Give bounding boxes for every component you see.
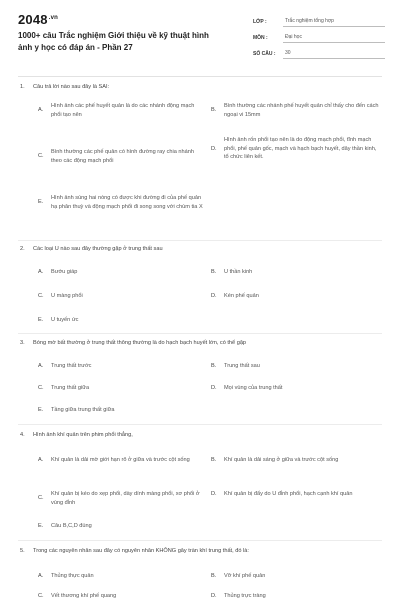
answer-option[interactable] [211,456,382,465]
answer-option[interactable] [38,102,206,119]
question-separator [18,540,382,541]
header-divider [18,76,382,77]
question-separator [18,240,382,241]
answer-option[interactable] [211,268,382,277]
logo-tld: .vn [48,14,59,21]
answer-option[interactable] [211,384,382,393]
answer-option[interactable] [38,384,206,393]
meta-row-class [253,14,385,27]
question-stem [20,432,133,438]
meta-value: 30 [283,50,385,59]
meta-value: Trắc nghiệm tổng hợp [283,18,385,27]
option-text: Khí quản bị đẩy do U đỉnh phổi, hạch cạnh khí quản [224,491,353,497]
answer-option[interactable] [211,102,382,119]
meta-value: Đại học [283,34,385,43]
answer-option[interactable] [211,572,382,581]
option-text: Trung thất giữa [51,385,90,391]
option-letter: D. [211,293,217,299]
answer-option[interactable] [38,292,206,301]
option-text: Trung thất sau [224,363,260,369]
question-separator [18,333,382,334]
option-text: Bướu giáp [51,269,78,275]
option-letter: B. [211,457,217,463]
option-text: Hình ảnh súng hai nòng có được khi đường đi của phế quản hạ phân thuỳ và động mạch phổi đi song song với chùm tia X [51,195,203,210]
answer-option[interactable] [38,406,206,415]
answer-option[interactable] [38,456,206,465]
question-number: 3. [20,340,25,346]
option-text: Trung thất trước [51,363,92,369]
option-text: Hình ảnh rốn phổi tạo nên là do động mạch phổi, tĩnh mạch phổi, phế quản gốc, mạch và hạch bạch huyết, dây thần kinh, tổ chức liên kết. [224,137,377,160]
option-letter: E. [38,317,44,323]
option-letter: C. [38,495,44,502]
site-logo[interactable] [18,12,58,27]
header [0,0,400,72]
option-text: Bình thường các phế quản có hình đường ray chia nhánh theo các động mạch phổi [51,149,194,164]
option-text: Thủng thực quản [51,573,94,579]
option-text: U tuyến ức [51,317,79,323]
option-letter: C. [38,593,44,599]
answer-option[interactable] [211,136,382,162]
question-stem [20,84,109,90]
meta-row-count [253,46,385,59]
option-text: Khí quản bị kéo do xẹp phổi, dày dính màng phổi, xơ phổi ở vùng đỉnh [51,491,200,506]
option-letter: A. [38,269,44,275]
answer-option[interactable] [38,148,206,165]
option-letter: C. [38,293,44,299]
question-number: 2. [20,246,25,252]
answer-option[interactable] [38,592,206,600]
option-letter: C. [38,153,44,160]
document-title: 1000+ câu Trắc nghiệm Giới thiệu về kỹ thuật hình ảnh y học có đáp án - Phần 27 [18,31,209,52]
option-text: Vết thương khí phế quang [51,593,117,599]
option-letter: D. [211,491,217,497]
answer-option[interactable] [211,292,382,301]
logo-text: 2048 [18,12,48,27]
option-text: Khí quản là dải mờ giới hạn rõ ở giữa và trước cột sống [51,457,190,463]
option-letter: E. [38,523,44,529]
answer-option[interactable] [211,362,382,371]
option-letter: B. [211,573,217,579]
option-letter: A. [38,573,44,579]
meta-key: MÔN : [253,35,268,41]
option-letter: B. [211,269,217,275]
option-letter: A. [38,363,44,369]
question-text: Trong các nguyên nhân sau đây có nguyên nhân KHÔNG gây tràn khí trung thất, đó là: [33,548,249,554]
question-number: 4. [20,432,25,438]
option-letter: B. [211,363,217,369]
option-text: Tầng giữa trung thất giữa [51,407,115,413]
answer-option[interactable] [38,194,206,211]
option-letter: A. [38,457,44,463]
question-stem [20,246,163,252]
meta-row-subject [253,30,385,43]
option-text: Kén phế quản [224,293,259,299]
option-text: Khí quản là dải sáng ở giữa và trước cột sống [224,457,339,463]
question-text: Các loại U nào sau đây thường gặp ở trung thất sau [33,246,163,252]
answer-option[interactable] [38,572,206,581]
option-text: Câu B,C,D đúng [51,523,92,529]
answer-option[interactable] [211,490,382,499]
option-text: Thủng trực tràng [224,593,266,599]
answer-option[interactable] [38,316,206,325]
question-number: 1. [20,84,25,90]
question-text: Câu trả lời nào sau đây là SAI: [33,84,110,90]
answer-option[interactable] [38,490,206,507]
option-text: U màng phổi [51,293,83,299]
option-letter: C. [38,385,44,391]
option-letter: E. [38,407,44,413]
option-text: U thần kinh [224,269,253,275]
meta-key: SỐ CÂU : [253,51,276,57]
option-letter: A. [38,107,44,114]
question-text: Hình ảnh khí quản trên phim phổi thẳng, [33,432,133,438]
question-text: Bóng mờ bất thường ở trung thất thông thường là do hạch bạch huyết lớn, có thể gặp [33,340,247,346]
question-stem [20,340,246,346]
question-number: 5. [20,548,25,554]
option-text: Vỡ khí phế quản [224,573,266,579]
question-separator [18,424,382,425]
option-letter: D. [211,593,217,599]
answer-option[interactable] [211,592,382,600]
document-meta [253,14,385,62]
option-letter: D. [211,385,217,391]
answer-option[interactable] [38,362,206,371]
option-text: Bình thường các nhánh phế huyết quản chỉ thấy cho đến cách ngoại vi 15mm [224,103,379,118]
answer-option[interactable] [38,268,206,277]
meta-key: LỚP : [253,19,267,25]
option-text: Hình ảnh các phế huyết quản là do các nhánh động mạch phổi tạo nên [51,103,195,118]
option-text: Mọi vùng của trung thất [224,385,283,391]
option-letter: E. [38,199,44,206]
option-letter: B. [211,107,217,114]
question-stem [20,548,249,554]
answer-option[interactable] [38,522,206,531]
option-letter: D. [211,145,217,152]
